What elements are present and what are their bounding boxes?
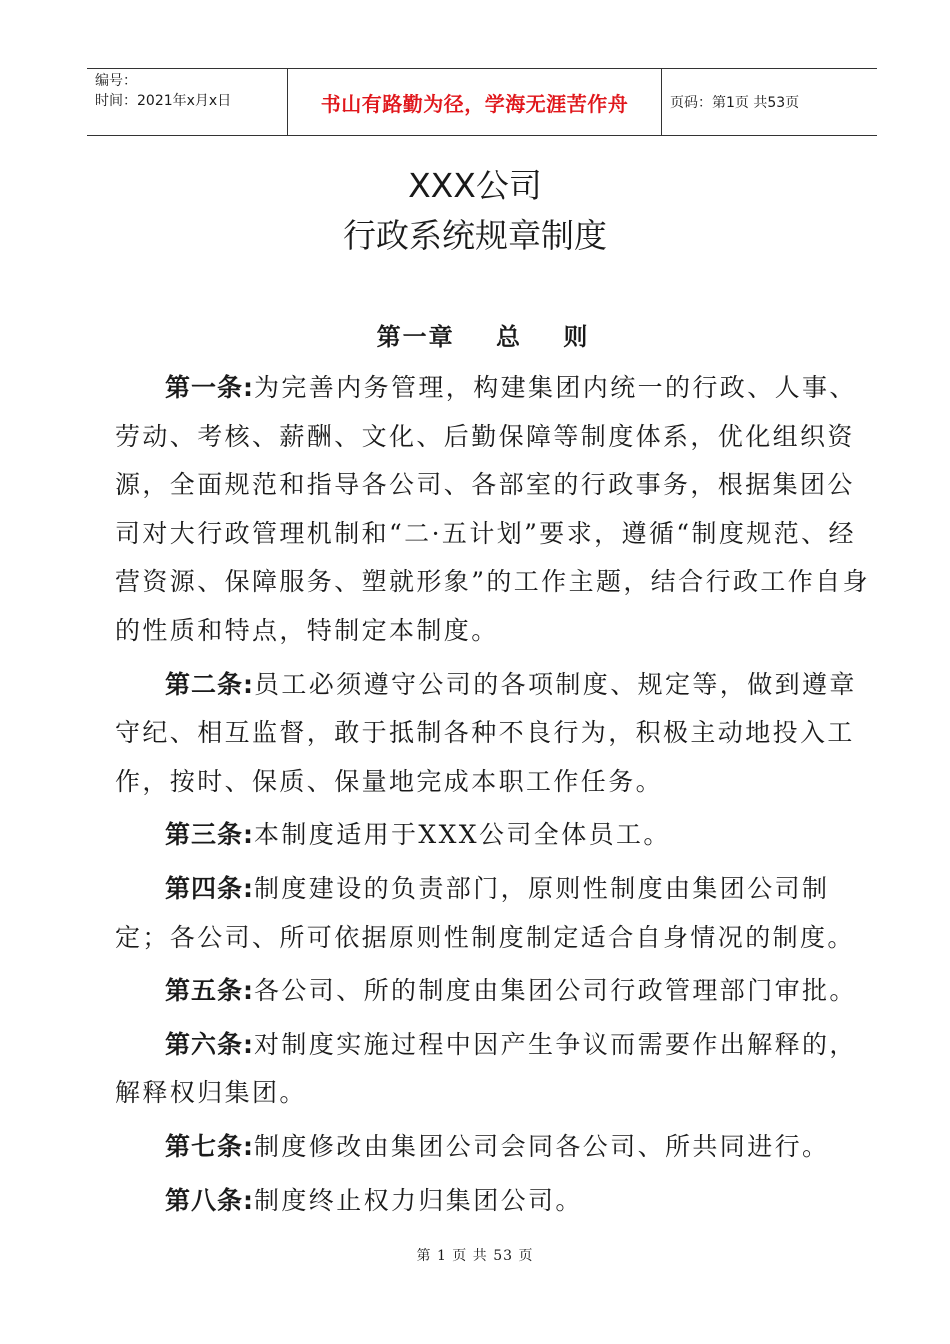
header-motto: 书山有路勤为径，学海无涯苦作舟	[287, 69, 662, 135]
article-8	[115, 1177, 875, 1226]
article-label: 第二条:	[165, 669, 254, 699]
article-label: 第三条:	[165, 820, 254, 850]
article-text: 制度建设的负责部门，原则性制度由集团公司制定；各公司、所可依据原则性制度制定适合自身情况的制度。	[115, 873, 855, 952]
article-label: 第五条:	[165, 976, 254, 1006]
article-text: 本制度适用于XXX公司全体员工。	[254, 820, 671, 850]
article-2	[115, 661, 875, 807]
article-4	[115, 865, 875, 962]
document-header	[87, 68, 877, 136]
document-body	[115, 364, 875, 1225]
article-label: 第八条:	[165, 1185, 254, 1215]
number-label: 编号：	[95, 73, 137, 89]
article-text: 制度修改由集团公司会同各公司、所共同进行。	[254, 1131, 830, 1161]
article-text: 为完善内务管理，构建集团内统一的行政、人事、劳动、考核、薪酬、文化、后勤保障等制度体系，优化组织资源，全面规范和指导各公司、各部室的行政事务，根据集团公司对大行政管理机制和“二·五计划”要求，遵循“制度规范、经营资源、保障服务、塑就形象”的工作主题，结合行政工作自身的性质和特点，特制定本制度。	[115, 373, 870, 645]
article-label: 第四条:	[165, 873, 254, 903]
chapter-heading: 第一章 总 则	[376, 323, 590, 351]
article-text: 制度终止权力归集团公司。	[254, 1185, 583, 1215]
article-6	[115, 1021, 875, 1118]
header-meta	[87, 69, 287, 135]
article-label: 第一条:	[165, 373, 254, 402]
article-label: 第七条:	[165, 1131, 254, 1161]
page-footer: 第 1 页 共 53 页	[416, 1248, 534, 1264]
article-1	[115, 364, 875, 656]
article-text: 对制度实施过程中因产生争议而需要作出解释的，解释权归集团。	[115, 1029, 857, 1108]
header-page-info: 页码：第1页 共53页	[670, 95, 800, 111]
article-5	[115, 967, 875, 1016]
document-title: 行政系统规章制度	[343, 216, 607, 255]
company-name: XXX公司	[408, 166, 542, 205]
article-label: 第六条:	[165, 1029, 254, 1059]
article-text: 员工必须遵守公司的各项制度、规定等，做到遵章守纪、相互监督，敢于抵制各种不良行为，积极主动地投入工作，按时、保质、保量地完成本职工作任务。	[115, 669, 857, 796]
article-3	[115, 811, 875, 860]
time-label: 时间：2021年x月x日	[95, 93, 232, 109]
article-7	[115, 1123, 875, 1172]
article-text: 各公司、所的制度由集团公司行政管理部门审批。	[254, 976, 857, 1006]
